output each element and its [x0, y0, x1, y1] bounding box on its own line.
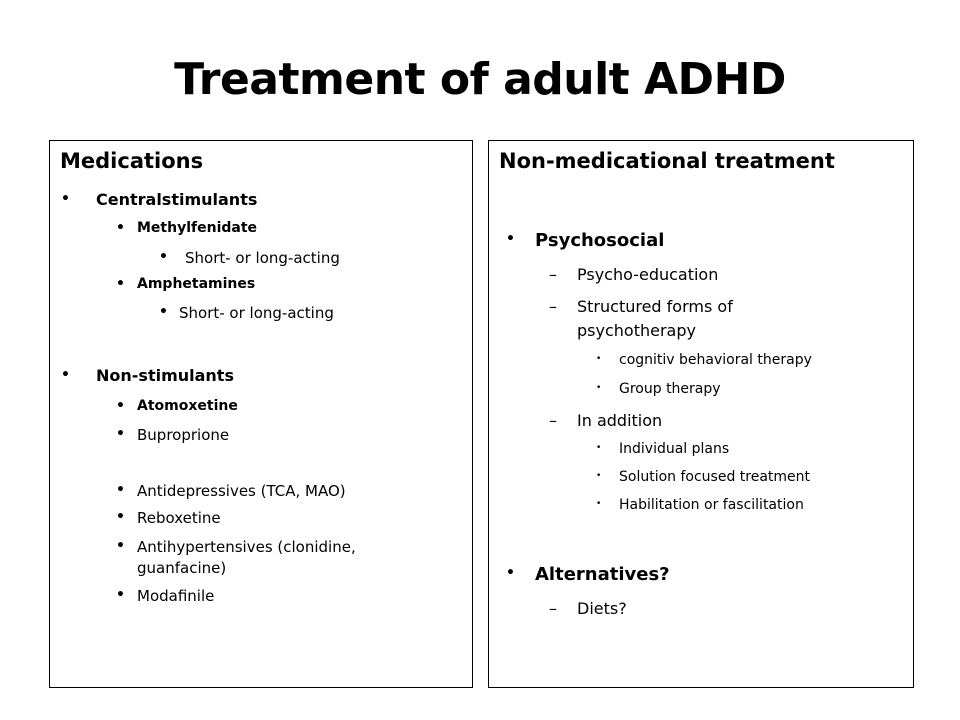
bullet-icon: •	[159, 249, 168, 265]
bullet-icon: •	[116, 587, 125, 603]
bullet-icon: •	[61, 191, 70, 207]
diets-item: Diets?	[577, 599, 627, 618]
dash-icon: –	[549, 599, 557, 618]
bullet-icon: •	[159, 304, 168, 320]
reboxetine-item: Reboxetine	[137, 509, 221, 527]
alternatives-item: Alternatives?	[535, 564, 670, 585]
methyl-sub-item: Short- or long-acting	[185, 249, 340, 267]
bullet-icon: •	[596, 383, 602, 393]
bullet-icon: •	[596, 499, 602, 509]
antihypertensives-item-cont: guanfacine)	[137, 559, 227, 577]
bullet-icon: •	[116, 482, 125, 498]
structured-forms-item: Structured forms of	[577, 297, 733, 316]
medications-panel	[49, 140, 473, 688]
dash-icon: –	[549, 265, 557, 284]
amph-sub-item: Short- or long-acting	[179, 304, 334, 322]
antihypertensives-item: Antihypertensives (clonidine,	[137, 538, 356, 556]
slide-title: Treatment of adult ADHD	[174, 54, 786, 105]
bullet-icon: •	[116, 276, 125, 292]
non-stimulants-item: Non-stimulants	[96, 366, 234, 385]
atomoxetine-item: Atomoxetine	[137, 398, 238, 414]
in-addition-item: In addition	[577, 411, 663, 430]
modafinile-item: Modafinile	[137, 587, 215, 605]
dash-icon: –	[549, 411, 557, 430]
bullet-icon: •	[116, 220, 125, 236]
non-medicational-heading: Non-medicational treatment	[499, 149, 835, 173]
bullet-icon: •	[116, 398, 125, 414]
buproprione-item: Buproprione	[137, 426, 230, 444]
bullet-icon: •	[116, 426, 125, 442]
dash-icon: –	[549, 297, 557, 316]
cbt-item: cognitiv behavioral therapy	[619, 352, 812, 368]
bullet-icon: •	[61, 367, 70, 383]
amphetamines-item: Amphetamines	[137, 276, 256, 292]
psycho-education-item: Psycho-education	[577, 265, 719, 284]
bullet-icon: •	[506, 565, 515, 581]
bullet-icon: •	[596, 354, 602, 364]
bullet-icon: •	[116, 509, 125, 525]
bullet-icon: •	[506, 231, 515, 247]
medications-heading: Medications	[60, 149, 204, 173]
antidepressives-item: Antidepressives (TCA, MAO)	[137, 482, 346, 500]
methylfenidate-item: Methylfenidate	[137, 220, 258, 236]
habilitation-item: Habilitation or fascilitation	[619, 497, 804, 513]
structured-forms-item-cont: psychotherapy	[577, 321, 696, 340]
psychosocial-item: Psychosocial	[535, 230, 665, 251]
bullet-icon: •	[596, 471, 602, 481]
group-therapy-item: Group therapy	[619, 381, 721, 397]
central-stimulants-item: Centralstimulants	[96, 190, 258, 209]
bullet-icon: •	[116, 538, 125, 554]
bullet-icon: •	[596, 443, 602, 453]
individual-plans-item: Individual plans	[619, 441, 730, 457]
non-medicational-panel	[488, 140, 914, 688]
solution-focused-item: Solution focused treatment	[619, 469, 811, 485]
